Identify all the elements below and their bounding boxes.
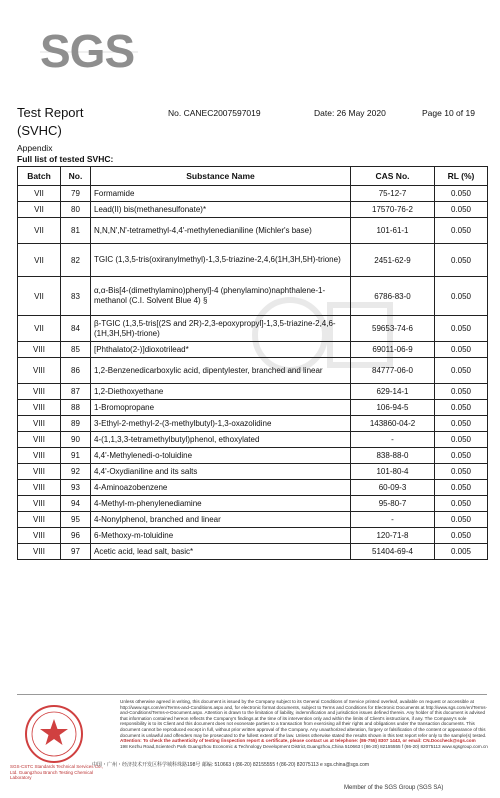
footer-address-cn: 中国・广州・经济技术开发区科学城科珠路198号 邮编: 510663 t (86-20) 82155555 f (86-20) 82075113 e sgs.china@sgs.com <box>92 762 370 768</box>
cell-rl: 0.050 <box>435 316 488 342</box>
cell-batch: VII <box>18 277 61 316</box>
cell-rl: 0.050 <box>435 432 488 448</box>
cell-cas: 60-09-3 <box>351 480 435 496</box>
cell-batch: VIII <box>18 512 61 528</box>
report-date: Date: 26 May 2020 <box>314 108 386 118</box>
cell-rl: 0.050 <box>435 186 488 202</box>
cell-no: 95 <box>61 512 91 528</box>
cell-batch: VIII <box>18 342 61 358</box>
cell-substance: TGIC (1,3,5-tris(oxiranylmethyl)-1,3,5-triazine-2,4,6(1H,3H,5H)-trione) <box>91 244 351 277</box>
cell-substance: Acetic acid, lead salt, basic* <box>91 544 351 560</box>
cell-cas: 95-80-7 <box>351 496 435 512</box>
cell-rl: 0.050 <box>435 528 488 544</box>
report-title-line1: Test Report <box>17 105 84 120</box>
cell-rl: 0.050 <box>435 512 488 528</box>
cell-rl: 0.050 <box>435 218 488 244</box>
page-number: Page 10 of 19 <box>422 108 475 118</box>
table-row <box>18 218 488 244</box>
col-header-cas: CAS No. <box>351 167 435 186</box>
cell-batch: VIII <box>18 400 61 416</box>
cell-no: 97 <box>61 544 91 560</box>
cell-batch: VIII <box>18 432 61 448</box>
company-seal-icon <box>24 704 84 764</box>
cell-rl: 0.050 <box>435 416 488 432</box>
cell-no: 84 <box>61 316 91 342</box>
cell-cas: 84777-06-0 <box>351 358 435 384</box>
cell-rl: 0.050 <box>435 384 488 400</box>
cell-batch: VII <box>18 316 61 342</box>
cell-substance: 4-Nonylphenol, branched and linear <box>91 512 351 528</box>
table-row <box>18 316 488 342</box>
cell-batch: VIII <box>18 384 61 400</box>
cell-no: 89 <box>61 416 91 432</box>
table-header-row <box>18 167 488 186</box>
report-number: No. CANEC2007597019 <box>168 108 261 118</box>
cell-rl: 0.050 <box>435 464 488 480</box>
cell-cas: 75-12-7 <box>351 186 435 202</box>
stamp-caption: SGS-CSTC Standards Technical Services Co., Ltd. Guangzhou Branch Testing Chemical Laboratory <box>10 764 103 780</box>
cell-rl: 0.050 <box>435 448 488 464</box>
cell-no: 81 <box>61 218 91 244</box>
cell-cas: 51404-69-4 <box>351 544 435 560</box>
cell-rl: 0.050 <box>435 244 488 277</box>
table-row <box>18 342 488 358</box>
cell-batch: VII <box>18 186 61 202</box>
cell-substance: 4-(1,1,3,3-tetramethylbutyl)phenol, ethoxylated <box>91 432 351 448</box>
cell-no: 87 <box>61 384 91 400</box>
table-row <box>18 400 488 416</box>
table-row <box>18 202 488 218</box>
cell-rl: 0.050 <box>435 496 488 512</box>
cell-substance: 4-Methyl-m-phenylenediamine <box>91 496 351 512</box>
cell-batch: VIII <box>18 496 61 512</box>
cell-cas: 101-61-1 <box>351 218 435 244</box>
cell-no: 90 <box>61 432 91 448</box>
cell-rl: 0.050 <box>435 400 488 416</box>
table-row <box>18 480 488 496</box>
table-row <box>18 432 488 448</box>
cell-no: 85 <box>61 342 91 358</box>
table-row <box>18 244 488 277</box>
cell-cas: - <box>351 512 435 528</box>
cell-cas: 101-80-4 <box>351 464 435 480</box>
logo-text: SGS <box>40 25 135 77</box>
cell-cas: 629-14-1 <box>351 384 435 400</box>
cell-no: 82 <box>61 244 91 277</box>
cell-substance: Formamide <box>91 186 351 202</box>
cell-rl: 0.050 <box>435 480 488 496</box>
cell-batch: VII <box>18 244 61 277</box>
cell-cas: 2451-62-9 <box>351 244 435 277</box>
cell-batch: VIII <box>18 528 61 544</box>
cell-batch: VIII <box>18 544 61 560</box>
col-header-rl: RL (%) <box>435 167 488 186</box>
table-row <box>18 512 488 528</box>
cell-substance: 4,4'-Methylenedi-o-toluidine <box>91 448 351 464</box>
cell-cas: 106-94-5 <box>351 400 435 416</box>
cell-cas: - <box>351 432 435 448</box>
col-header-batch: Batch <box>18 167 61 186</box>
cell-substance: N,N,N',N'-tetramethyl-4,4'-methylenedianiline (Michler's base) <box>91 218 351 244</box>
table-row <box>18 186 488 202</box>
cell-batch: VII <box>18 202 61 218</box>
cell-cas: 6786-83-0 <box>351 277 435 316</box>
report-title-line2: (SVHC) <box>17 123 62 138</box>
cell-batch: VIII <box>18 480 61 496</box>
cell-batch: VIII <box>18 416 61 432</box>
footer-disclaimer: Unless otherwise agreed in writing, this document is issued by the Company subject to its General Conditions of Service printed overleaf, available on request or accessible at http://www.sgs.com/en/Terms-and-Conditions.aspx and, for electronic format documents, subject to Terms and Conditions for Electronic Documents at http://www.sgs.com/en/Terms-and-Conditions/Terms-e-Document.aspx. Attention is drawn to the limitation of liability, indemnification and jurisdiction issues defined therein. Any holder of this document is advised that information contained hereon reflects the Company's findings at the time of its intervention only and within the limits of Client's instructions, if any. The Company's sole responsibility is to its Client and this document does not exonerate parties to a transaction from exercising all their rights and obligations under the transaction documents. This document cannot be reproduced except in full, without prior written approval of the Company. Any unauthorized alteration, forgery or falsification of the content or appearance of this document is unlawful and offenders may be prosecuted to the fullest extent of the law. Unless otherwise stated the results shown in this test report refer only to the sample(s) tested. <box>120 699 488 738</box>
appendix-subtitle: Full list of tested SVHC: <box>17 154 114 164</box>
cell-substance: Lead(II) bis(methanesulfonate)* <box>91 202 351 218</box>
cell-batch: VIII <box>18 464 61 480</box>
cell-rl: 0.050 <box>435 277 488 316</box>
cell-no: 79 <box>61 186 91 202</box>
footer-disclaimer-block <box>120 699 490 749</box>
cell-substance: 4-Aminoazobenzene <box>91 480 351 496</box>
cell-no: 92 <box>61 464 91 480</box>
table-row <box>18 496 488 512</box>
cell-no: 93 <box>61 480 91 496</box>
cell-cas: 120-71-8 <box>351 528 435 544</box>
cell-no: 94 <box>61 496 91 512</box>
table-row <box>18 464 488 480</box>
table-row <box>18 528 488 544</box>
cell-cas: 69011-06-9 <box>351 342 435 358</box>
cell-rl: 0.005 <box>435 544 488 560</box>
table-row <box>18 277 488 316</box>
appendix-label: Appendix <box>17 143 53 153</box>
cell-cas: 838-88-0 <box>351 448 435 464</box>
table-row <box>18 416 488 432</box>
cell-no: 86 <box>61 358 91 384</box>
table-row <box>18 358 488 384</box>
cell-substance: β-TGIC (1,3,5-tris[(2S and 2R)-2,3-epoxypropyl]-1,3,5-triazine-2,4,6-(1H,3H,5H)-trione) <box>91 316 351 342</box>
cell-substance: 1,2-Benzenedicarboxylic acid, dipentylester, branched and linear <box>91 358 351 384</box>
cell-no: 83 <box>61 277 91 316</box>
cell-substance: 3-Ethyl-2-methyl-2-(3-methylbutyl)-1,3-oxazolidine <box>91 416 351 432</box>
cell-no: 91 <box>61 448 91 464</box>
cell-substance: [Phthalato(2-)]dioxotrilead* <box>91 342 351 358</box>
cell-cas: 17570-76-2 <box>351 202 435 218</box>
cell-cas: 143860-04-2 <box>351 416 435 432</box>
col-header-no: No. <box>61 167 91 186</box>
table-row <box>18 448 488 464</box>
cell-substance: 1-Bromopropane <box>91 400 351 416</box>
footer-divider <box>17 694 487 695</box>
footer-address-en: 198 Kezhu Road,Scientech Park Guangzhou Economic & Technology Development District,Guangzhou,China 510663 t (86-20) 82155555 f (86-20) 82075113 www.sgsgroup.com.cn <box>120 743 488 749</box>
cell-substance: α,α-Bis[4-(dimethylamino)phenyl]-4 (phenylamino)naphthalene-1-methanol (C.I. Solvent Blue 4) § <box>91 277 351 316</box>
appendix-heading <box>17 143 113 165</box>
cell-substance: 1,2-Diethoxyethane <box>91 384 351 400</box>
cell-substance: 4,4'-Oxydianiline and its salts <box>91 464 351 480</box>
member-note: Member of the SGS Group (SGS SA) <box>344 785 444 791</box>
cell-rl: 0.050 <box>435 202 488 218</box>
table-row <box>18 544 488 560</box>
cell-no: 88 <box>61 400 91 416</box>
cell-rl: 0.050 <box>435 342 488 358</box>
cell-batch: VII <box>18 218 61 244</box>
svhc-table <box>17 166 488 560</box>
table-row <box>18 384 488 400</box>
cell-substance: 6-Methoxy-m-toluidine <box>91 528 351 544</box>
report-title <box>17 104 83 140</box>
cell-cas: 59653-74-6 <box>351 316 435 342</box>
col-header-substance: Substance Name <box>91 167 351 186</box>
cell-rl: 0.050 <box>435 358 488 384</box>
footer-attention: Attention: To check the authenticity of testing /inspection report & certificate, please contact us at telephone: (86-755) 8307 1443, or email: CN.Doccheck@sgs.com <box>120 738 476 744</box>
cell-no: 80 <box>61 202 91 218</box>
cell-batch: VIII <box>18 448 61 464</box>
cell-batch: VIII <box>18 358 61 384</box>
cell-no: 96 <box>61 528 91 544</box>
